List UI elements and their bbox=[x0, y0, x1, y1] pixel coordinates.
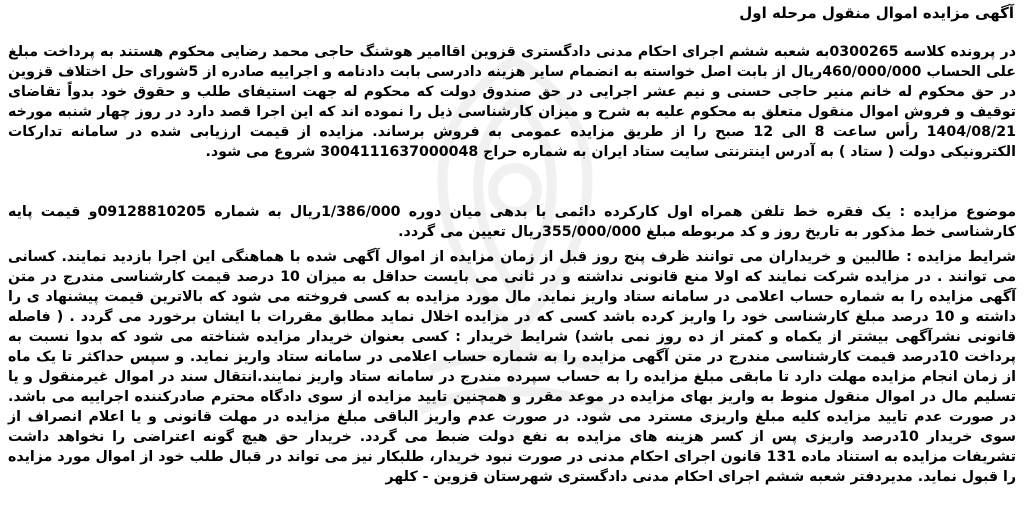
case-details-paragraph: در پرونده کلاسه 0300265به شعبه ششم اجرای احکام مدنی دادگستری قزوین اقاامیر هوشنگ حاجی محمد رضایی محکوم هستند به پرداخت مبلغ علی الحساب 460/000/000ریال از بابت اصل خواسته به انضمام سایر هزینه دادرسی بابت دادنامه و اجراییه صادره از 5شورای حل اختلاف قزوین در حق محکوم له خانم منیر حاجی حسنی و نیم عشر اجرایی در حق صندوق دولت که محکوم له جهت استیفای طلب و حقوق خود بدواً تقاضای توقیف و فروش اموال منقول متعلق به محکوم علیه به شرح و میزان کارشناسی ذیل را نموده اند که این اجرا قصد دارد در روز چهار شنبه مورخه 1404/08/21 رأس ساعت 8 الی 12 صبح را از طریق مزایده عمومی به فروش برساند. مزایده از قیمت ارزیابی شده در سامانه تدارکات الکترونیکی دولت ( ستاد ) به آدرس اینترنتی سایت ستاد ایران به شماره حراج 3004111637000048 شروع می شود. bbox=[8, 44, 1016, 160]
auction-conditions-paragraph: شرایط مزایده : طالبین و خریداران می توانند ظرف پنج روز قبل از زمان مزایده از اموال آگهی شده با هماهنگی این اجرا بازدید نمایند. کسانی می توانند . در مزایده شرکت نمایند که اولا منع قانونی نداشته و در ثانی می بایست حداقل به میزان 10 درصد قیمت کارشناسی مندرج در متن آگهی مزایده را به شماره حساب اعلامی در سامانه ستاد واریز نماید. مال مورد مزایده به کسی فروخته می شود که بالاترین قیمت پیشنهاد ی را داشته و 10 درصد مبلغ کارشناسی خود را واریز کرده باشد کسی که در مزایده اخلال نماید مطابق مقررات با ایشان برخورد می گردد . ( فاصله قانونی نشرآگهی بیشتر از یکماه و کمتر از ده روز نمی باشد) شرایط خریدار : کسی بعنوان خریدار مزایده شناخته می شود که بدوا نسبت به پرداخت 10درصد قیمت کارشناسی مندرج در متن آگهی مزایده را به شماره حساب اعلامی در سامانه ستاد واریز نماید. و سپس حداکثر تا یک ماه از زمان انجام مزایده مهلت دارد تا مابقی مبلغ مزایده را به حساب سپرده مندرج در سامانه ستاد واریز نمایند.انتقال سند در اموال غیرمنقول و یا تسلیم مال در اموال منقول منوط به واریز بهای مزایده در موعد مقرر و همچنین تایید مزایده از سوی دادگاه محترم صادرکننده اجراییه می باشد. در صورت عدم تایید مزایده کلیه مبلغ واریزی مسترد می شود. در صورت عدم واریز الباقی مبلغ مزایده در مهلت قانونی و یا اعلام انصراف از سوی خریدار 10درصد واریزی پس از کسر هزینه های مزایده به نفع دولت ضبط می گردد. خریدار حق هیچ گونه اعتراضی را نخواهد داشت تشریفات مزایده به استناد ماده 131 قانون اجرای احکام مدنی در صورت نبود خریدار، طلبکار نیز می تواند در قبال طلب خود از اموال مورد مزایده را قبول نماید. مدیردفتر شعبه ششم اجرای احکام مدنی دادگستری شهرستان قزوین - کلهر bbox=[8, 249, 1017, 485]
page-title: آگهی مزایده اموال منقول مرحله اول bbox=[739, 4, 1014, 22]
auction-subject-paragraph: موضوع مزایده : یک فقره خط تلفن همراه اول کارکرده دائمی با بدهی میان دوره 1/386/000ریال به شماره 09128810205و قیمت پایه کارشناسی خط مذکور به تاریخ روز و کد مربوطه مبلغ 355/000/000ریال تعیین می گردد. bbox=[8, 204, 1016, 240]
